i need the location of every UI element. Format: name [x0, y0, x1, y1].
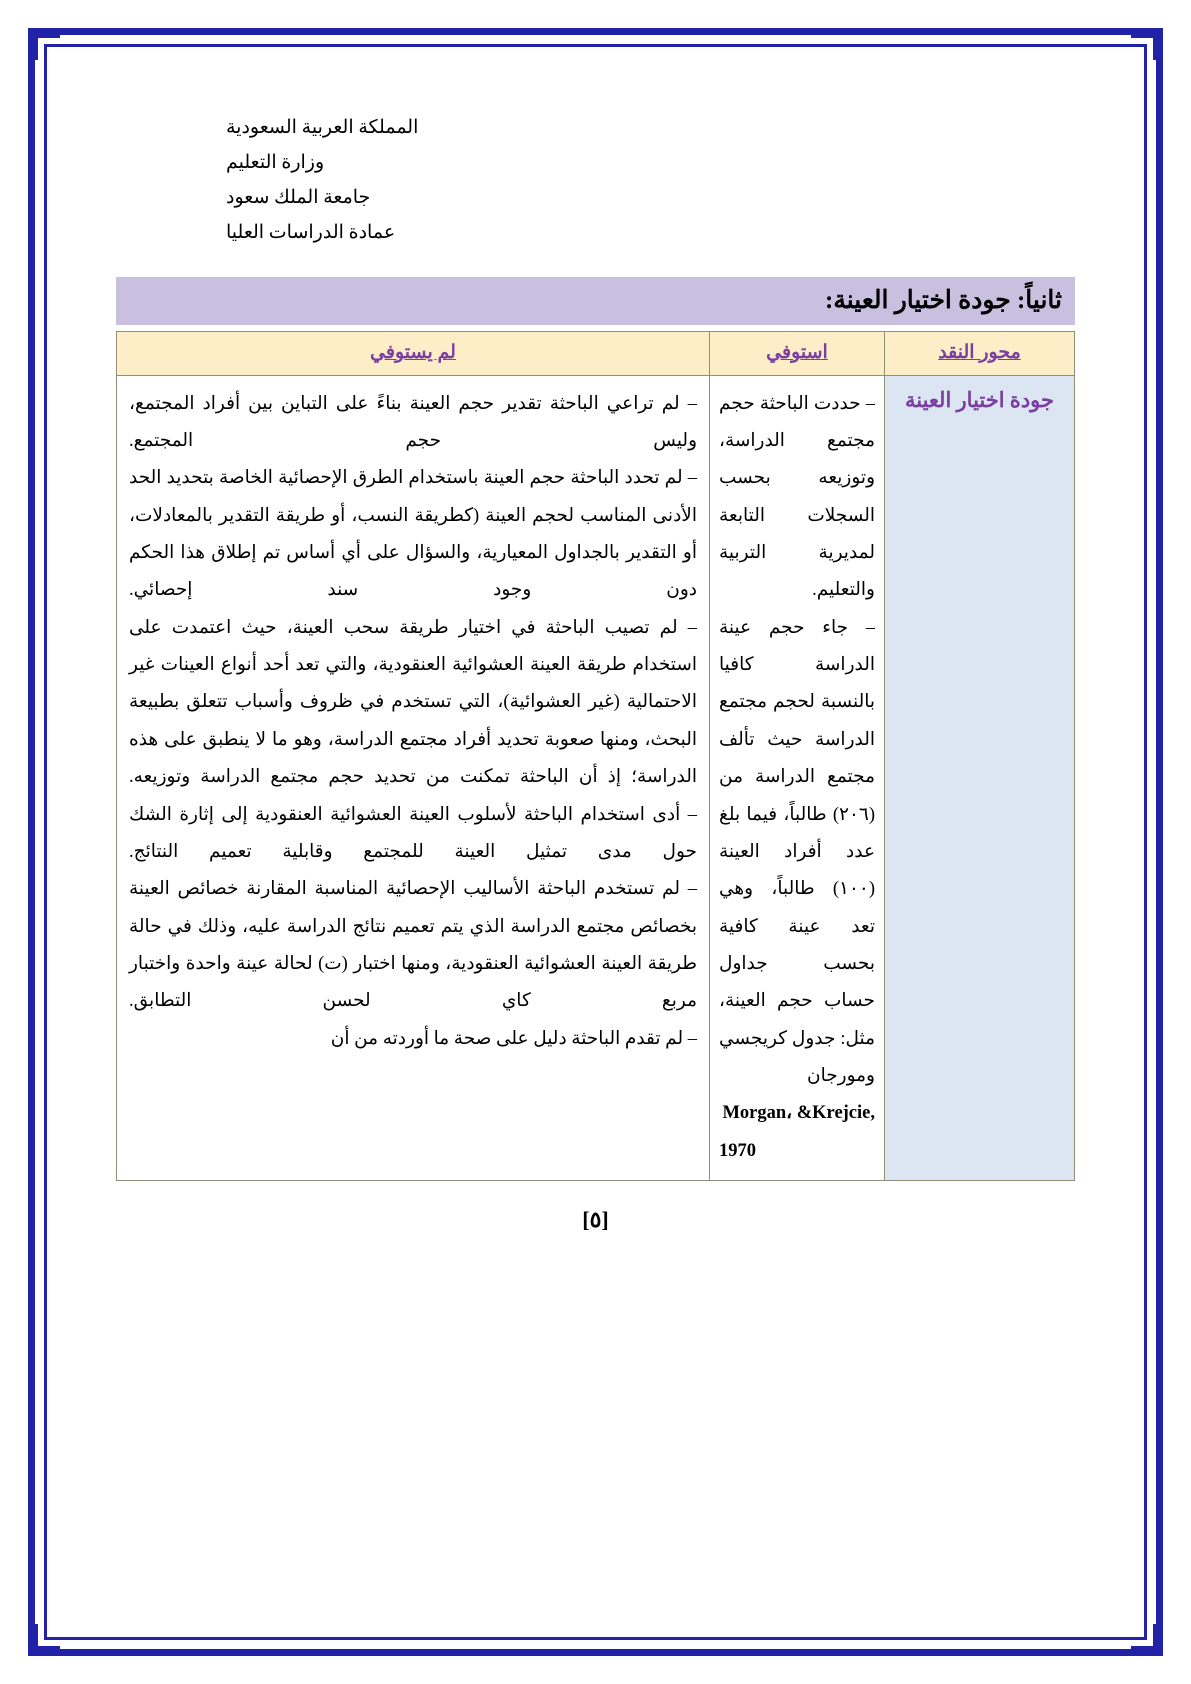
letterhead-line-country: المملكة العربية السعودية — [226, 117, 419, 138]
cell-axis-label: جودة اختيار العينة — [885, 375, 1075, 1181]
page-title: ثانياً: جودة اختيار العينة: — [825, 286, 1062, 314]
cell-unmet-content — [117, 375, 710, 1181]
column-header-axis: محور النقد — [885, 331, 1075, 375]
cell-met-content — [710, 375, 885, 1181]
met-paragraph-1: – حددت الباحثة حجم مجتمع الدراسة، وتوزيعه بحسب السجلات التابعة لمديرية التربية والتعليم. — [719, 393, 875, 601]
table-row — [117, 375, 1075, 1181]
letterhead-line-deanship: عمادة الدراسات العليا — [226, 222, 396, 244]
page-number: [٥] — [582, 1207, 609, 1233]
critique-table — [116, 331, 1075, 1182]
section-title-bar — [116, 277, 1075, 325]
page-content — [56, 56, 1135, 1628]
unmet-paragraph-5: – لم تستخدم الباحثة الأساليب الإحصائية المناسبة المقارنة خصائص العينة بخصائص مجتمع الدراسة الذي يتم تعميم نتائج الدراسة عليه، وذلك في حالة طريقة العينة العشوائية العنقودية، ومنها اختبار (ت) لحالة عينة واحدة واختبار مربع كاي لحسن التطابق. — [129, 879, 697, 1012]
unmet-paragraph-4: – أدى استخدام الباحثة لأسلوب العينة العشوائية العنقودية إلى إثارة الشك حول مدى تمثيل العينة للمجتمع وقابلية تعميم النتائج. — [129, 804, 697, 862]
unmet-paragraph-3: – لم تصيب الباحثة في اختيار طريقة سحب العينة، حيث اعتمدت على استخدام طريقة العينة العشوائية العنقودية، والتي تعد أحد أنواع العينات غير الاحتمالية (غير العشوائية)، التي تستخدم في ظروف وأسباب تتعلق بطبيعة البحث، ومنها صعوبة تحديد أفراد مجتمع الدراسة، وهو ما لا ينطبق على هذه الدراسة؛ إذ أن الباحثة تمكنت من تحديد حجم مجتمع الدراسة وتوزيعه. — [129, 617, 697, 788]
letterhead — [116, 110, 1075, 251]
column-header-unmet: لم يستوفي — [117, 331, 710, 375]
unmet-paragraph-1: – لم تراعي الباحثة تقدير حجم العينة بناءً على التباين بين أفراد المجتمع، وليس حجم المجتمع. — [129, 393, 697, 451]
unmet-paragraph-2: – لم تحدد الباحثة حجم العينة باستخدام الطرق الإحصائية الخاصة بتحديد الحد الأدنى المناسب لحجم العينة (كطريقة النسب، أو طريقة التقدير بالمعادلات، أو التقدير بالجداول المعيارية، والسؤال على أي أساس تم إطلاق هذا الحكم دون وجود سند إحصائي. — [129, 468, 697, 601]
column-header-met: استوفي — [710, 331, 885, 375]
met-paragraph-2: – جاء حجم عينة الدراسة كافيا بالنسبة لحجم مجتمع الدراسة حيث تألف مجتمع الدراسة من (٢٠٦) طالباً، فيما بلغ عدد أفراد العينة (١٠٠) طالباً، وهي تعد عينة كافية بحسب جداول حساب حجم العينة، مثل: جدول كريجسي ومورجان — [719, 617, 875, 1087]
unmet-paragraph-6: – لم تقدم الباحثة دليل على صحة ما أوردته من أن — [330, 1028, 697, 1049]
met-latin-reference: Morgan، &Krejcie, 1970 — [719, 1103, 875, 1161]
letterhead-line-university: جامعة الملك سعود — [226, 187, 371, 209]
table-header-row — [117, 331, 1075, 375]
letterhead-line-ministry: وزارة التعليم — [226, 152, 325, 174]
